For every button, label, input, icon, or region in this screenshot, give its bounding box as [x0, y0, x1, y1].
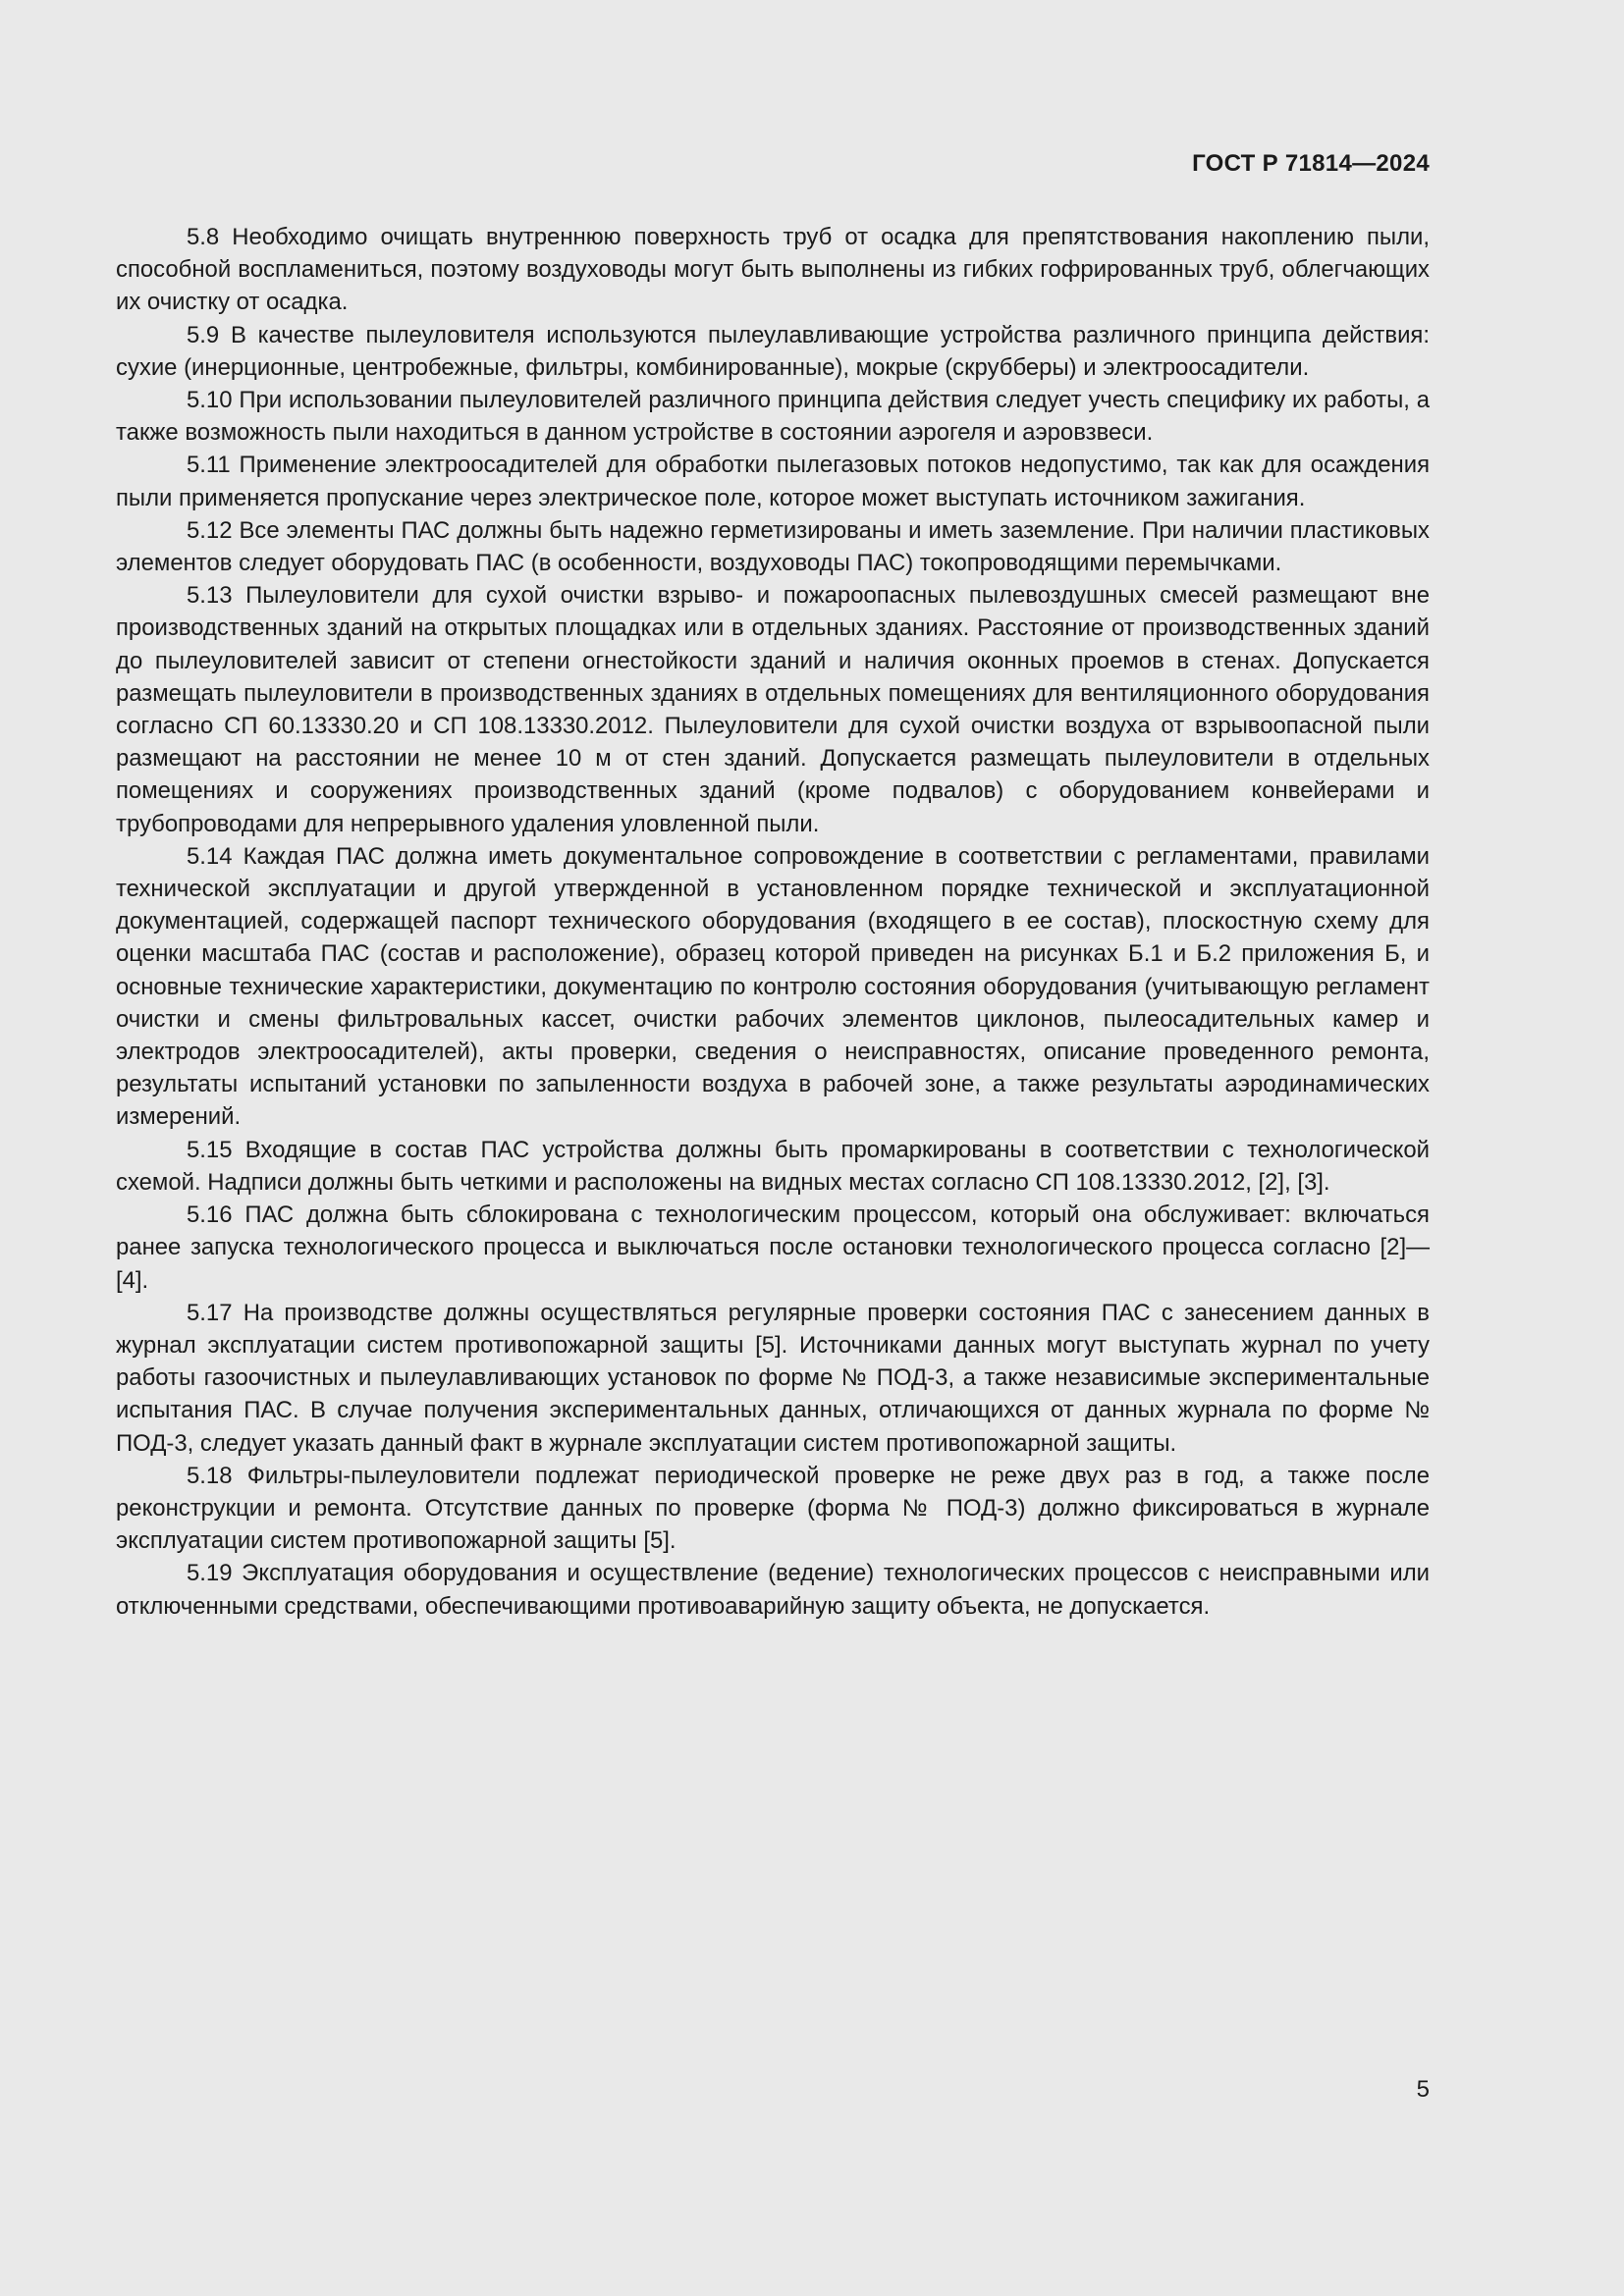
clause-5-15: 5.15 Входящие в состав ПАС устройства должны быть промаркированы в соответствии с технологической схемой. Надписи должны быть четкими и расположены на видных местах согласно СП 108.13330.2012, [2], [3].: [116, 1136, 1430, 1196]
clause-5-8: 5.8 Необходимо очищать внутреннюю поверхность труб от осадка для препятствования накоплению пыли, способной воспламениться, поэтому воздуховоды могут быть выполнены из гибких гофрированных труб, облегчающих их очистку от осадка.: [116, 224, 1430, 316]
clause-5-13: 5.13 Пылеуловители для сухой очистки взрыво- и пожароопасных пылевоздушных смесей размещают вне производственных зданий на открытых площадках или в отдельных зданиях. Расстояние от производственных зданий до пылеуловителей зависит от степени огнестойкости зданий и наличия оконных проемов в стенах. Допускается размещать пылеуловители в производственных зданиях в отдельных помещениях для вентиляционного оборудования согласно СП 60.13330.20 и СП 108.13330.2012. Пылеуловители для сухой очистки воздуха от взрывоопасной пыли размещают на расстоянии не менее 10 м от стен зданий. Допускается размещать пылеуловители в отдельных помещениях и сооружениях производственных зданий (кроме подвалов) с оборудованием конвейерами и трубопроводами для непрерывного удаления уловленной пыли.: [116, 582, 1430, 837]
clause-5-17: 5.17 На производстве должны осуществляться регулярные проверки состояния ПАС с занесением данных в журнал эксплуатации систем противопожарной защиты [5]. Источниками данных могут выступать журнал по учету работы газоочистных и пылеулавливающих установок по форме № ПОД-3, а также независимые экспериментальные испытания ПАС. В случае получения экспериментальных данных, отличающихся от данных журнала по форме № ПОД-3, следует указать данный факт в журнале эксплуатации систем противопожарной защиты.: [116, 1299, 1430, 1457]
clause-5-19: 5.19 Эксплуатация оборудования и осуществление (ведение) технологических процессов с неисправными или отключенными средствами, обеспечивающими противоаварийную защиту объекта, не допускается.: [116, 1560, 1430, 1620]
clause-5-10: 5.10 При использовании пылеуловителей различного принципа действия следует учесть специфику их работы, а также возможность пыли находиться в данном устройстве в состоянии аэрогеля и аэровзвеси.: [116, 387, 1430, 447]
clause-5-9: 5.9 В качестве пылеуловителя используются пылеулавливающие устройства различного принципа действия: сухие (инерционные, центробежные, фильтры, комбинированные), мокрые (скрубберы) и электроосадители.: [116, 321, 1430, 381]
clause-5-18: 5.18 Фильтры-пылеуловители подлежат периодической проверке не реже двух раз в год, а также после реконструкции и ремонта. Отсутствие данных по проверке (форма № ПОД-3) должно фиксироваться в журнале эксплуатации систем противопожарной защиты [5].: [116, 1462, 1430, 1555]
page-number: 5: [1416, 2076, 1430, 2103]
clause-5-16: 5.16 ПАС должна быть сблокирована с технологическим процессом, который она обслуживает: включаться ранее запуска технологического процесса и выключаться после остановки технологического процесса согласно [2]—[4].: [116, 1201, 1430, 1294]
clause-5-12: 5.12 Все элементы ПАС должны быть надежно герметизированы и иметь заземление. При наличии пластиковых элементов следует оборудовать ПАС (в особенности, воздуховоды ПАС) токопроводящими перемычками.: [116, 516, 1430, 577]
clause-5-14: 5.14 Каждая ПАС должна иметь документальное сопровождение в соответствии с регламентами, правилами технической эксплуатации и другой утвержденной в установленном порядке технической и эксплуатационной документацией, содержащей паспорт технического оборудования (входящего в ее состав), плоскостную схему для оценки масштаба ПАС (состав и расположение), образец которой приведен на рисунках Б.1 и Б.2 приложения Б, и основные технические характеристики, документацию по контролю состояния оборудования (учитывающую регламент очистки и смены фильтровальных кассет, очистки рабочих элементов циклонов, пылеосадительных камер и электродов электроосадителей), акты проверки, сведения о неисправностях, описание проведенного ремонта, результаты испытаний установки по запыленности воздуха в рабочей зоне, а также результаты аэродинамических измерений.: [116, 842, 1430, 1131]
document-body: [116, 221, 1430, 1623]
clause-5-11: 5.11 Применение электроосадителей для обработки пылегазовых потоков недопустимо, так как для осаждения пыли применяется пропускание через электрическое поле, которое может выступать источником зажигания.: [116, 452, 1430, 511]
document-code-header: ГОСТ Р 71814—2024: [1192, 150, 1430, 177]
